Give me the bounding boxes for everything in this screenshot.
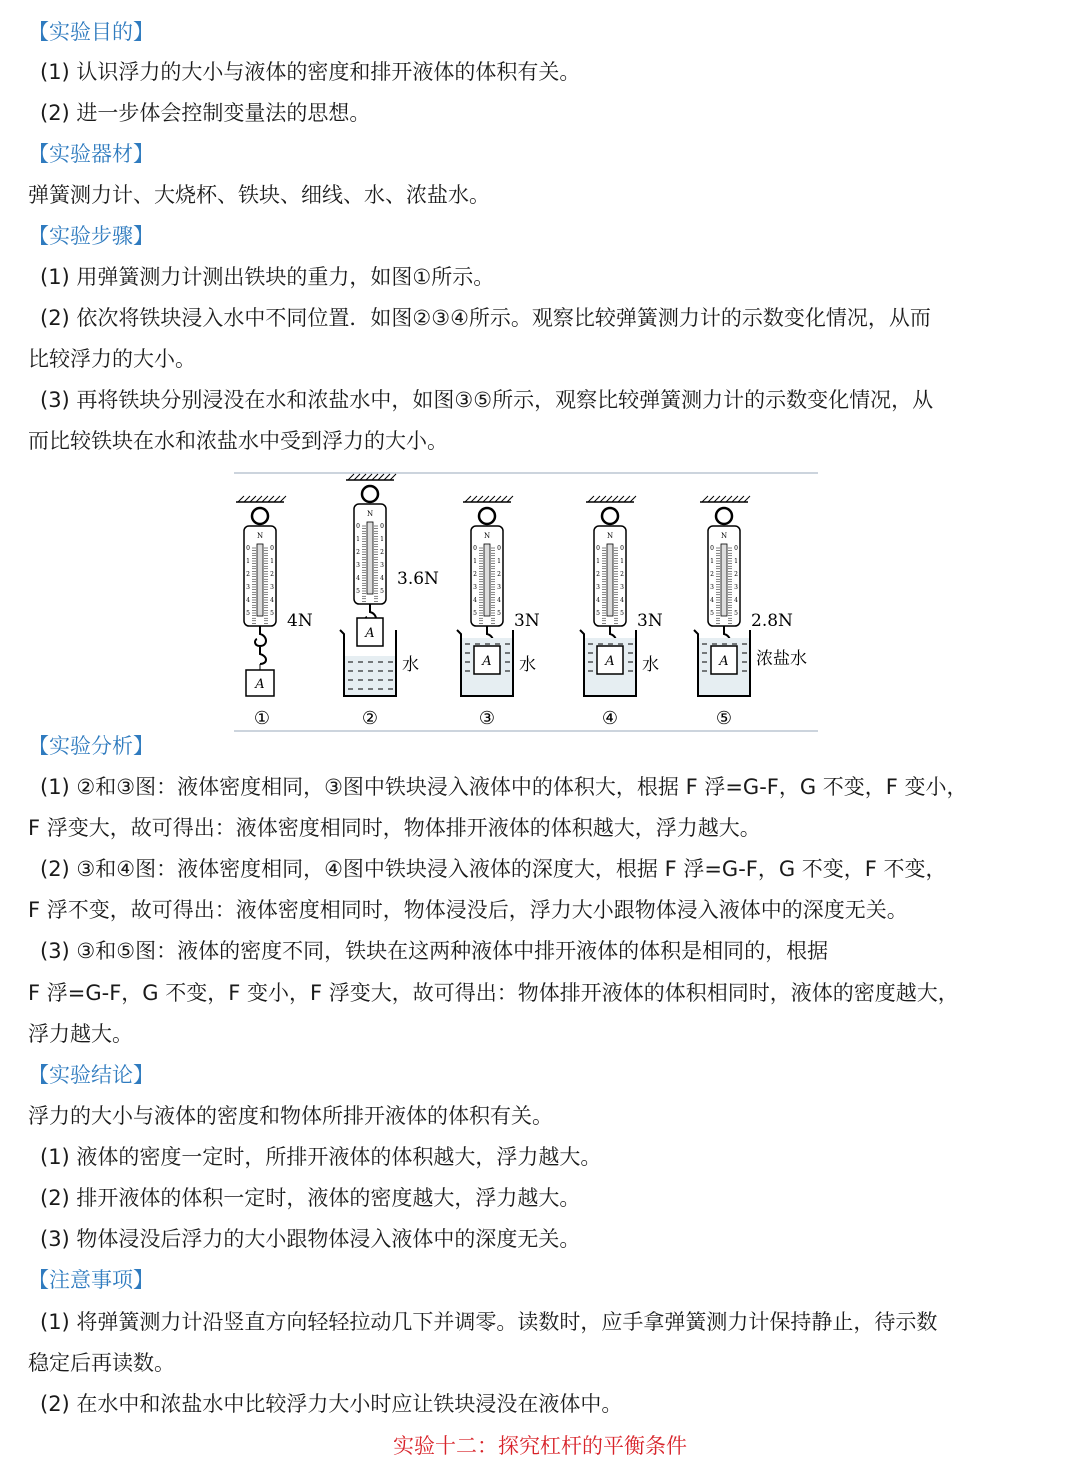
tick-label: 5 (734, 610, 738, 617)
tick-label: 2 (710, 571, 714, 578)
reading-label: 3N (637, 611, 663, 631)
unit-label: N (256, 532, 264, 540)
ceiling-hatch (360, 474, 366, 480)
tick-label: 0 (246, 545, 250, 552)
tick-label: 1 (734, 558, 738, 565)
ceiling-hatch (720, 496, 726, 502)
hanging-ring (479, 508, 495, 524)
hanging-ring (252, 508, 268, 524)
section-heading: 【注意事项】 (28, 1268, 154, 1292)
text-line: (1) 液体的密度一定时，所排开液体的体积越大，浮力越大。 (40, 1145, 602, 1169)
liquid-label: 水 (519, 655, 536, 675)
ceiling-hatch (624, 496, 630, 502)
text-line: 浮力的大小与液体的密度和物体所排开液体的体积有关。 (28, 1104, 553, 1128)
tick-label: 0 (734, 545, 738, 552)
text-line: (3) ③和⑤图：液体的密度不同，铁块在这两种液体中排开液体的体积是相同的，根据 (40, 939, 829, 963)
text-line: F 浮变大，故可得出：液体密度相同时，物体排开液体的体积越大，浮力越大。 (28, 816, 761, 840)
liquid-label: 水 (642, 655, 659, 675)
tick-label: 0 (620, 545, 624, 552)
tick-label: 0 (473, 545, 477, 552)
tick-label: 3 (246, 584, 250, 591)
text-line: (2) 在水中和浓盐水中比较浮力大小时应让铁块浸没在液体中。 (40, 1392, 623, 1416)
tick-label: 0 (356, 523, 360, 530)
tick-label: 2 (497, 571, 501, 578)
text-line: (2) 进一步体会控制变量法的思想。 (40, 101, 371, 125)
ceiling-hatch (495, 496, 501, 502)
tick-label: 4 (380, 575, 384, 582)
ceiling-hatch (268, 496, 274, 502)
tick-label: 2 (596, 571, 600, 578)
tick-label: 5 (473, 610, 477, 617)
block-label: A (255, 677, 265, 692)
scale-slot (721, 544, 727, 616)
tick-label: 1 (246, 558, 250, 565)
block-label: A (605, 654, 615, 669)
tick-label: 0 (380, 523, 384, 530)
ceiling-hatch (477, 496, 483, 502)
tick-label: 3 (380, 562, 384, 569)
tick-label: 5 (246, 610, 250, 617)
ceiling-hatch (738, 496, 744, 502)
scale-slot (367, 522, 373, 594)
unit-label: N (606, 532, 614, 540)
ceiling-hatch (280, 496, 286, 502)
panel-number: ⑤ (715, 708, 733, 729)
ceiling-hatch (372, 474, 378, 480)
scale-panel (340, 474, 439, 729)
ceiling-hatch (390, 474, 396, 480)
text-line: 稳定后再读数。 (28, 1351, 175, 1375)
tick-label: 1 (596, 558, 600, 565)
ceiling-hatch (726, 496, 732, 502)
tick-label: 5 (710, 610, 714, 617)
hanging-ring (602, 508, 618, 524)
text-line: 而比较铁块在水和浓盐水中受到浮力的大小。 (28, 429, 448, 453)
panel-number: ③ (478, 708, 496, 729)
block-label: A (719, 654, 729, 669)
ceiling-hatch (238, 496, 244, 502)
tick-label: 2 (380, 549, 384, 556)
tick-label: 0 (270, 545, 274, 552)
scale-panel (694, 496, 807, 729)
tick-label: 4 (596, 597, 600, 604)
hanging-ring (362, 486, 378, 502)
ceiling-hatch (366, 474, 372, 480)
next-experiment-title: 实验十二：探究杠杆的平衡条件 (393, 1434, 687, 1458)
tick-label: 1 (380, 536, 384, 543)
tick-label: 3 (596, 584, 600, 591)
ceiling-hatch (262, 496, 268, 502)
tick-label: 2 (270, 571, 274, 578)
ceiling-hatch (708, 496, 714, 502)
tick-label: 3 (270, 584, 274, 591)
ceiling-hatch (250, 496, 256, 502)
text-line: (3) 物体浸没后浮力的大小跟物体浸入液体中的深度无关。 (40, 1227, 581, 1251)
tick-label: 1 (710, 558, 714, 565)
text-line: 浮力越大。 (28, 1022, 133, 1046)
tick-label: 2 (356, 549, 360, 556)
ceiling-hatch (630, 496, 636, 502)
tick-label: 3 (497, 584, 501, 591)
tick-label: 4 (356, 575, 360, 582)
tick-label: 1 (270, 558, 274, 565)
ceiling-hatch (501, 496, 507, 502)
scale-slot (257, 544, 263, 616)
tick-label: 4 (710, 597, 714, 604)
tick-label: 4 (270, 597, 274, 604)
section-heading: 【实验器材】 (28, 142, 154, 166)
panel-number: ① (253, 708, 271, 729)
liquid-label: 水 (402, 655, 419, 675)
text-line: 比较浮力的大小。 (28, 347, 196, 371)
reading-label: 3N (514, 611, 540, 631)
tick-label: 2 (620, 571, 624, 578)
tick-label: 4 (734, 597, 738, 604)
ceiling-hatch (606, 496, 612, 502)
tick-label: 4 (246, 597, 250, 604)
ceiling-hatch (489, 496, 495, 502)
ceiling-hatch (274, 496, 280, 502)
unit-label: N (483, 532, 491, 540)
ceiling-hatch (594, 496, 600, 502)
ceiling-hatch (507, 496, 513, 502)
text-line: F 浮不变，故可得出：液体密度相同时，物体浸没后，浮力大小跟物体浸入液体中的深度无关。 (28, 898, 908, 922)
liquid-label: 浓盐水 (756, 649, 807, 669)
unit-label: N (366, 510, 374, 518)
tick-label: 1 (356, 536, 360, 543)
unit-label: N (720, 532, 728, 540)
tick-label: 1 (620, 558, 624, 565)
block-label: A (482, 654, 492, 669)
ceiling-hatch (483, 496, 489, 502)
spring-scale-figure (234, 472, 818, 734)
ceiling-hatch (744, 496, 750, 502)
section-heading: 【实验目的】 (28, 20, 154, 44)
text-line: (2) 排开液体的体积一定时，液体的密度越大，浮力越大。 (40, 1186, 581, 1210)
tick-label: 5 (356, 588, 360, 595)
scale-slot (607, 544, 613, 616)
scale-panel (457, 496, 540, 729)
tick-label: 5 (620, 610, 624, 617)
tick-label: 0 (710, 545, 714, 552)
ceiling-hatch (612, 496, 618, 502)
ceiling-hatch (588, 496, 594, 502)
tick-label: 1 (473, 558, 477, 565)
tick-label: 2 (246, 571, 250, 578)
tick-label: 4 (473, 597, 477, 604)
ceiling-hatch (618, 496, 624, 502)
text-line: F 浮=G-F，G 不变，F 变小，F 浮变大，故可得出：物体排开液体的体积相同时，液体的密度越大， (28, 981, 959, 1005)
text-line: (3) 再将铁块分别浸没在水和浓盐水中，如图③⑤所示，观察比较弹簧测力计的示数变化情况，从 (40, 388, 934, 412)
section-heading: 【实验分析】 (28, 734, 154, 758)
block-label: A (365, 626, 375, 641)
ceiling-hatch (732, 496, 738, 502)
text-line: 弹簧测力计、大烧杯、铁块、细线、水、浓盐水。 (28, 183, 490, 207)
text-line: (1) 认识浮力的大小与液体的密度和排开液体的体积有关。 (40, 60, 581, 84)
tick-label: 3 (356, 562, 360, 569)
tick-label: 5 (596, 610, 600, 617)
ceiling-hatch (256, 496, 262, 502)
panel-number: ④ (601, 708, 619, 729)
tick-label: 3 (620, 584, 624, 591)
tick-label: 5 (497, 610, 501, 617)
text-line: (1) 用弹簧测力计测出铁块的重力，如图①所示。 (40, 265, 495, 289)
ceiling-hatch (471, 496, 477, 502)
tick-label: 2 (734, 571, 738, 578)
ceiling-hatch (384, 474, 390, 480)
hook (255, 626, 266, 664)
ceiling-hatch (354, 474, 360, 480)
ceiling-hatch (465, 496, 471, 502)
hanging-ring (716, 508, 732, 524)
reading-label: 4N (287, 611, 313, 631)
tick-label: 3 (734, 584, 738, 591)
ceiling-hatch (714, 496, 720, 502)
tick-label: 3 (710, 584, 714, 591)
section-heading: 【实验结论】 (28, 1063, 154, 1087)
ceiling-hatch (702, 496, 708, 502)
panel-number: ② (361, 708, 379, 729)
reading-label: 2.8N (751, 611, 793, 631)
reading-label: 3.6N (397, 569, 439, 589)
tick-label: 0 (497, 545, 501, 552)
tick-label: 5 (270, 610, 274, 617)
section-heading: 【实验步骤】 (28, 224, 154, 248)
text-line: (2) 依次将铁块浸入水中不同位置．如图②③④所示。观察比较弹簧测力计的示数变化情况，从而 (40, 306, 931, 330)
scale-panel (236, 496, 313, 729)
tick-label: 3 (473, 584, 477, 591)
text-line: (2) ③和④图：液体密度相同，④图中铁块浸入液体的深度大，根据 F 浮=G-F，G 不变，F 不变， (40, 857, 947, 881)
tick-label: 4 (497, 597, 501, 604)
text-line: (1) 将弹簧测力计沿竖直方向轻轻拉动几下并调零。读数时，应手拿弹簧测力计保持静止，待示数 (40, 1310, 938, 1334)
text-line: (1) ②和③图：液体密度相同，③图中铁块浸入液体中的体积大，根据 F 浮=G-F，G 不变，F 变小， (40, 775, 968, 799)
scale-slot (484, 544, 490, 616)
ceiling-hatch (600, 496, 606, 502)
tick-label: 5 (380, 588, 384, 595)
ceiling-hatch (378, 474, 384, 480)
ceiling-hatch (348, 474, 354, 480)
tick-label: 4 (620, 597, 624, 604)
scale-panel (580, 496, 663, 729)
tick-label: 2 (473, 571, 477, 578)
tick-label: 0 (596, 545, 600, 552)
ceiling-hatch (244, 496, 250, 502)
tick-label: 1 (497, 558, 501, 565)
